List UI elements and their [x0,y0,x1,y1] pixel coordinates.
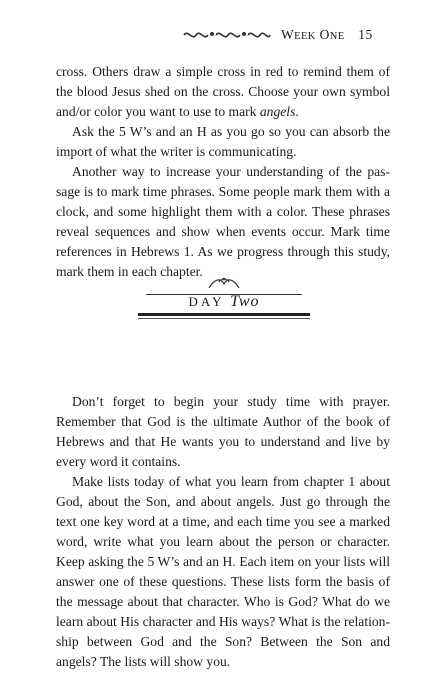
banner-day-word: DAY [188,294,225,309]
banner-rule-bottom-thick [138,313,310,316]
running-head-ne: NE [329,31,345,42]
running-head-eek: EEK [294,31,316,42]
running-head-o: O [319,27,330,42]
banner-label [138,293,310,311]
running-head [281,27,391,43]
paragraph-time-phrases: Another way to increase your understanding of the passage is to mark time phrases. Some people mark them with a clock, and some highlight them with a color. These phrases reveal sequences and show when events occur. Mark time references in Hebrews 1. As we progress through this study, mark them in each chapter. [56,164,390,279]
emphasis-angels: angels [259,104,296,119]
page-number: 15 [358,27,373,42]
paragraph-prayer: Don’t forget to begin your study time with prayer. Remember that God is the ultimate Author of the book of Hebrews and that He wants you to understand and live by every word it contains. [56,394,390,469]
section-week-one-continued [56,62,390,282]
running-head-w: W [281,27,295,42]
banner-number-word: Two [230,293,260,310]
paragraph-mark-angels-text: cross. Others draw a simple cross in red to remind them of the blood Jesus shed on the cross. Choose your own symbol and/or color you want to use to mark [56,64,390,119]
paragraph-mark-angels-end: . [295,104,299,119]
page-header [0,27,446,47]
paragraph-mark-angels [56,62,390,122]
paragraph-five-ws: Ask the 5 W’s and an H as you go so you can absorb the import of what the writer is communicating. [56,124,390,159]
paragraph-make-lists: Make lists today of what you learn from chapter 1 about God, about the Son, and about angels. Just go through the text one key word at a time, and each time you see a marked word, write what you learn about the person or character. Keep asking the 5 W’s and an H. Each item on your lists will answer one of these questions. These lists form the basis of the message about that character. Who is God? What do we learn about His character and His ways? What is the relationship between God and the Son? Between the Son and angels? The lists will show you. [56,474,390,669]
section-day-two [56,392,390,672]
day-two-banner [138,276,318,322]
header-ornament-icon [182,29,272,41]
banner-rule-bottom-thin [138,318,310,319]
